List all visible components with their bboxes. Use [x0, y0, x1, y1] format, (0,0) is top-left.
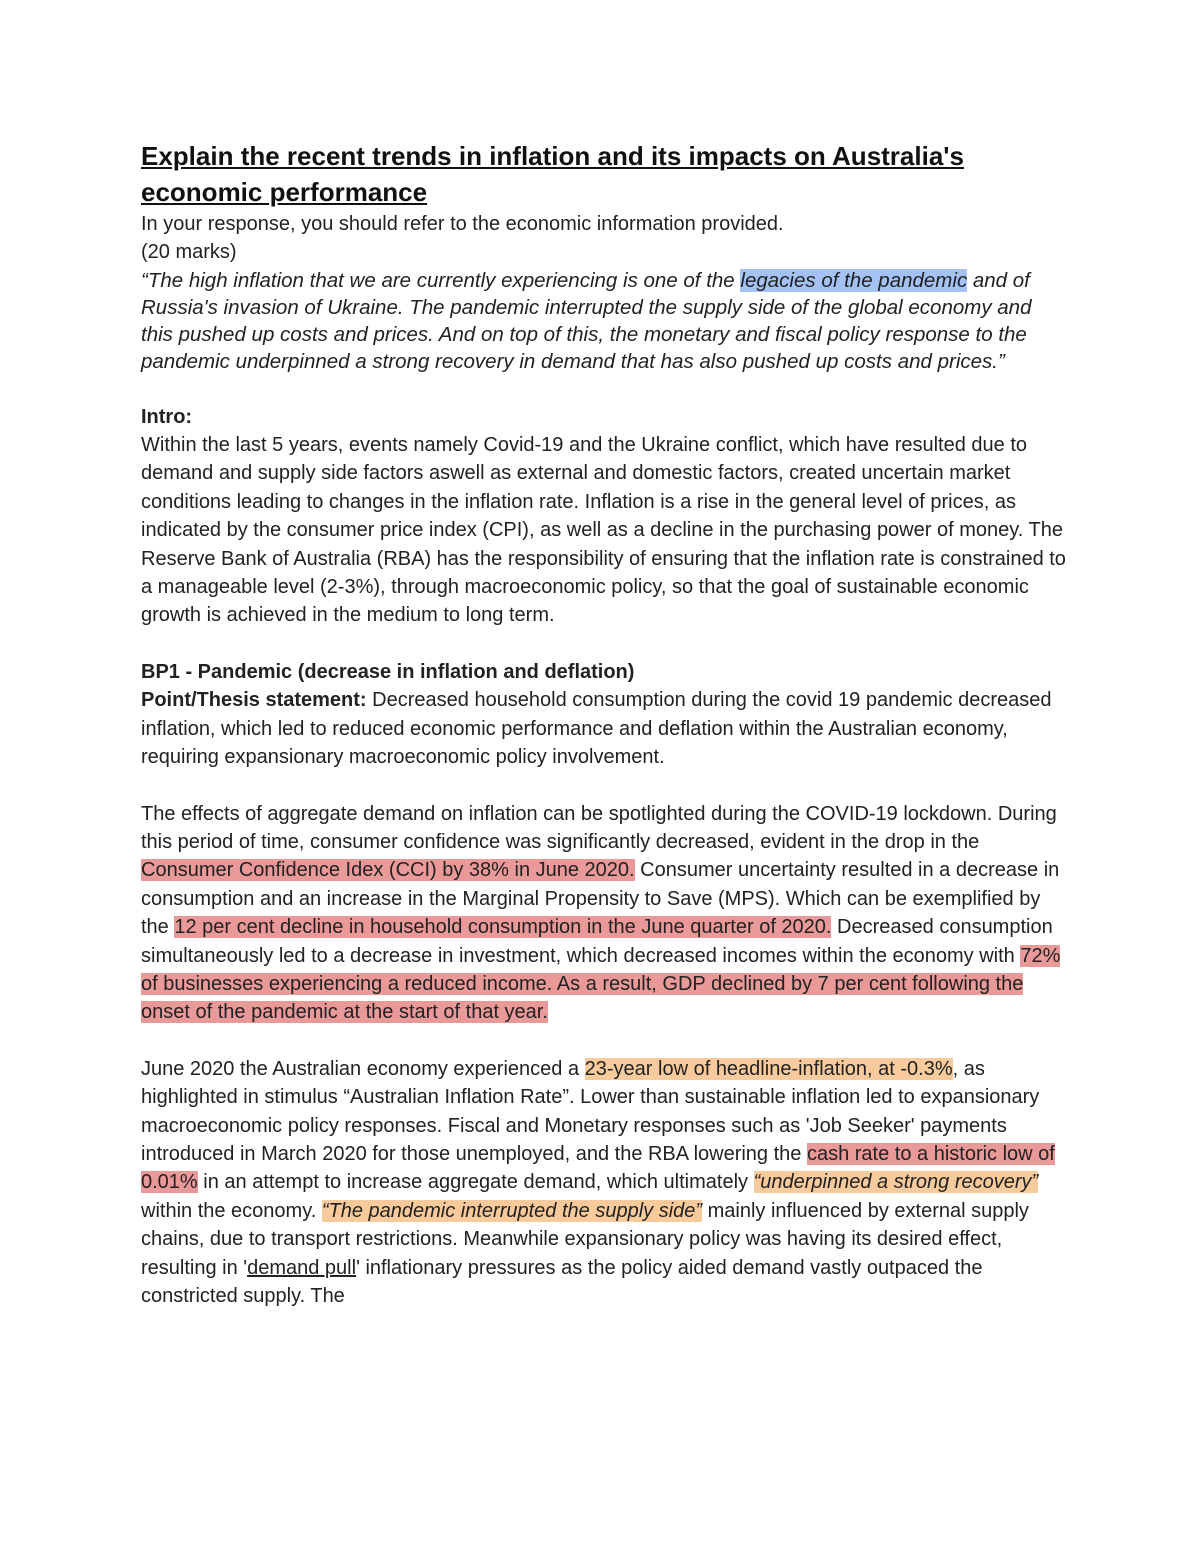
red-highlight: cash rate to a historic low of 0.01%: [141, 1142, 1055, 1194]
text-run: within the economy.: [141, 1199, 322, 1222]
spacer: [141, 1027, 1066, 1055]
orange-highlight: “The pandemic interrupted the supply side”: [321, 1199, 703, 1222]
text-run: in an attempt to increase aggregate demand, which ultimately: [197, 1171, 754, 1194]
spacer: [141, 772, 1066, 800]
quote-highlight: legacies of the pandemic: [740, 268, 968, 292]
orange-highlight: “underpinned a strong recovery”: [753, 1171, 1039, 1194]
quote-block: [141, 267, 1066, 376]
thesis-label: Point/Thesis statement:: [141, 689, 367, 712]
underlined-term: demand pull: [247, 1256, 357, 1279]
thesis-paragraph: [141, 686, 1066, 771]
spacer: [141, 630, 1066, 658]
red-highlight: Consumer Confidence Idex (CCI) by 38% in June 2020.: [141, 859, 635, 882]
red-highlight: 12 per cent decline in household consumption in the June quarter of 2020.: [174, 916, 832, 939]
text-run: ' inflationary pressures as the policy aided demand vastly outpaced the constricted supply. The: [141, 1256, 983, 1307]
text-run: , as highlighted in stimulus “Australian Inflation Rate”. Lower than sustainable inflation led to expansionary macroeconomic policy responses. Fiscal and Monetary responses such as 'Job Seeker' payments introduced in March 2020 for those unemployed, and the RBA lowering the: [141, 1057, 1040, 1165]
thesis-text: Decreased household consumption during the covid 19 pandemic decreased inflation, which led to reduced economic performance and deflation within the Australian economy, requiring expansionary macroeconomic policy involvement.: [141, 689, 1052, 769]
text-run: Consumer uncertainty resulted in a decrease in consumption and an increase in the Marginal Propensity to Save (MPS). Which can be exemplified by the: [141, 859, 1060, 939]
orange-highlight: 23-year low of headline-inflation, at -0.3%: [584, 1057, 953, 1080]
text-run: June 2020 the Australian economy experienced a: [141, 1057, 585, 1080]
document-page: [141, 138, 1066, 1310]
text-run: The effects of aggregate demand on inflation can be spotlighted during the COVID-19 lockdown. During this period of time, consumer confidence was significantly decreased, evident in the drop in the: [141, 802, 1057, 853]
red-highlight: 72% of businesses experiencing a reduced income. As a result, GDP declined by 7 per cent following the onset of the pandemic at the start of that year.: [141, 944, 1061, 1024]
spacer: [141, 376, 1066, 403]
text-run: Decreased consumption simultaneously led to a decrease in investment, which decreased incomes within the economy with: [141, 916, 1053, 967]
quote-part: “The high inflation that we are currently experiencing is one of the: [141, 268, 741, 292]
text-run: mainly influenced by external supply chains, due to transport restrictions. Meanwhile expansionary policy was having its desired effect, resulting in ': [141, 1199, 1029, 1279]
marks-text: (20 marks): [141, 241, 237, 264]
intro-paragraph: Within the last 5 years, events namely Covid-19 and the Ukraine conflict, which have resulted due to demand and supply side factors aswell as external and domestic factors, created uncertain market conditions leading to changes in the inflation rate. Inflation is a rise in the general level of prices, as indicated by the consumer price index (CPI), as well as a decline in the purchasing power of money. The Reserve Bank of Australia (RBA) has the responsibility of ensuring that the inflation rate is constrained to a manageable level (2-3%), through macroeconomic policy, so that the goal of sustainable economic growth is achieved in the medium to long term.: [141, 434, 1066, 627]
bp1-paragraph-2: [141, 1055, 1066, 1311]
bp1-paragraph-1: [141, 800, 1066, 1027]
bp1-heading: BP1 - Pandemic (decrease in inflation and deflation): [141, 660, 635, 683]
intro-heading: Intro:: [141, 405, 193, 428]
instruction-text: In your response, you should refer to the economic information provided.: [141, 213, 784, 235]
document-title: Explain the recent trends in inflation and its impacts on Australia's economic performance: [141, 141, 964, 207]
quote-part: and of Russia's invasion of Ukraine. The pandemic interrupted the supply side of the global economy and this pushed up costs and prices. And on top of this, the monetary and fiscal policy response to the pandemic underpinned a strong recovery in demand that has also pushed up costs and prices.”: [141, 268, 1032, 374]
